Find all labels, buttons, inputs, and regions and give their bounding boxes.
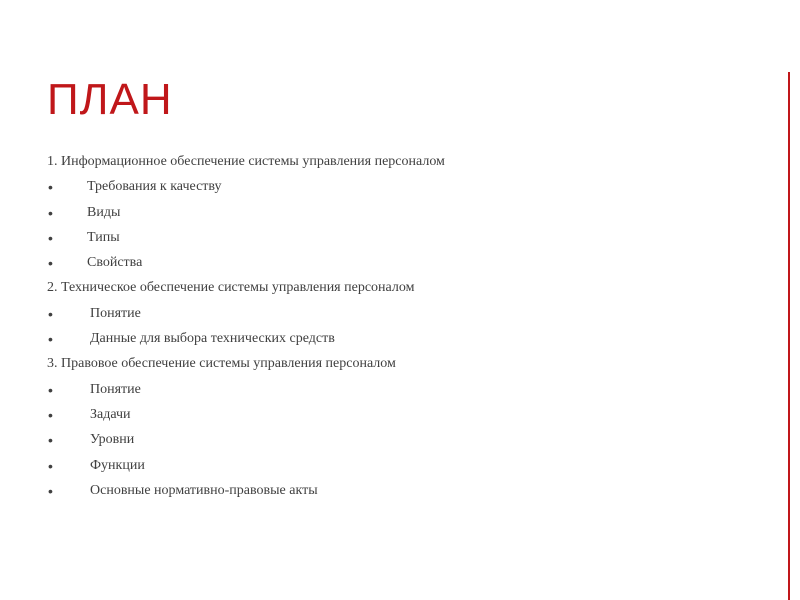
slide-title: ПЛАН: [47, 75, 173, 124]
bullet-icon: •: [48, 255, 53, 272]
list-item-text: Понятие: [90, 305, 141, 321]
list-item-text: Свойства: [87, 255, 143, 271]
bullet-icon: •: [48, 406, 53, 423]
plan-content: [47, 152, 747, 506]
bullet-icon: •: [48, 204, 53, 221]
list-item-text: Уровни: [90, 432, 135, 448]
bullet-icon: •: [48, 482, 53, 499]
bullet-icon: •: [48, 432, 53, 449]
list-item: [47, 228, 747, 253]
bullet-icon: •: [48, 331, 53, 348]
list-item-text: Требования к качеству: [87, 179, 222, 195]
section-heading: 3. Правовое обеспечение системы управления персоналом: [47, 356, 396, 372]
accent-vertical-bar: [788, 72, 790, 600]
bullet-icon: •: [48, 457, 53, 474]
list-item: [47, 481, 747, 506]
list-item-text: Задачи: [90, 406, 131, 422]
list-item: [47, 329, 747, 354]
section-heading: 2. Техническое обеспечение системы управления персоналом: [47, 280, 415, 296]
list-item: [47, 380, 747, 405]
list-item-text: Данные для выбора технических средств: [90, 331, 335, 347]
bullet-icon: •: [48, 305, 53, 322]
section-heading: 1. Информационное обеспечение системы управления персоналом: [47, 154, 445, 169]
bullet-icon: •: [48, 381, 53, 398]
list-item-text: Основные нормативно-правовые акты: [90, 482, 318, 498]
bullet-icon: •: [48, 229, 53, 246]
list-item: [47, 304, 747, 329]
list-item-text: Типы: [87, 229, 120, 245]
list-item: [47, 430, 747, 455]
list-item-text: Функции: [90, 457, 145, 473]
list-item-text: Виды: [87, 204, 121, 220]
list-item: [47, 253, 747, 278]
list-item: [47, 405, 747, 430]
list-item: [47, 177, 747, 202]
list-item: [47, 203, 747, 228]
list-item: [47, 456, 747, 481]
list-item-text: Понятие: [90, 381, 141, 397]
bullet-icon: •: [48, 179, 53, 196]
